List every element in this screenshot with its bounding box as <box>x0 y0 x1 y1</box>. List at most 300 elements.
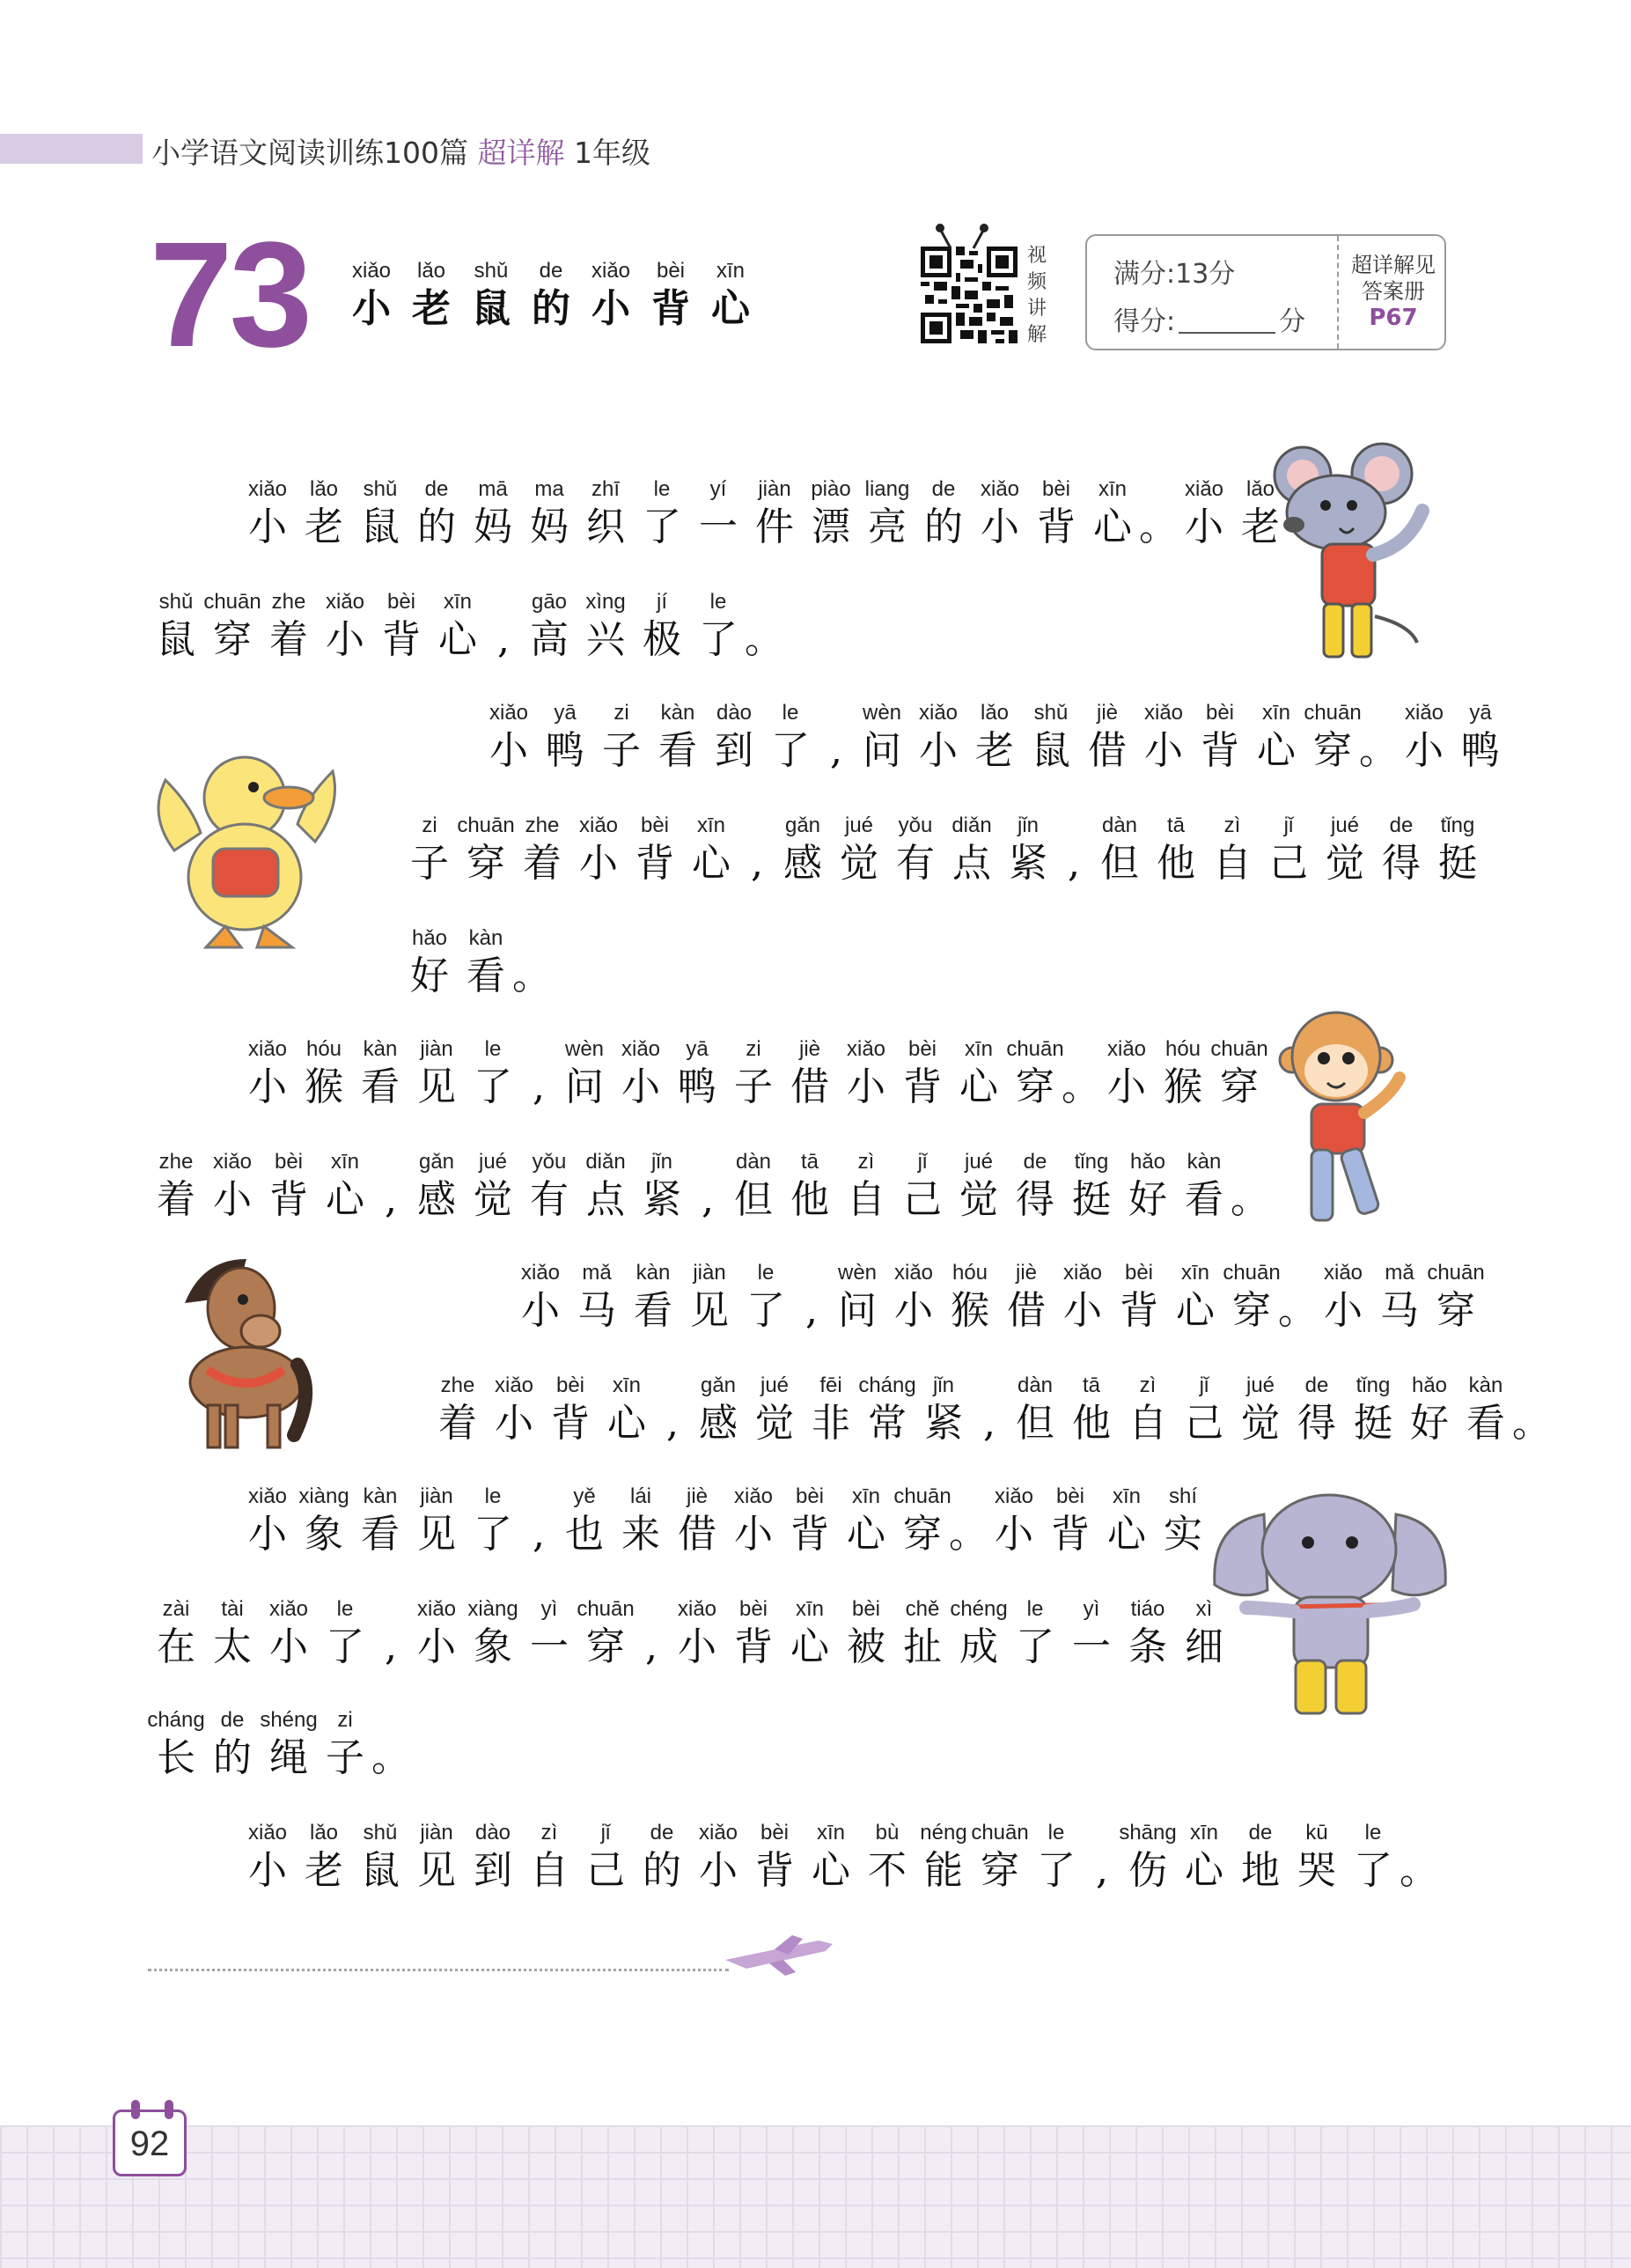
hanzi: 织 <box>586 504 625 549</box>
pinyin: wèn <box>862 701 902 725</box>
hanzi: 老 <box>1241 504 1280 549</box>
pinyin: bèi <box>760 1821 790 1845</box>
pinyin: jiè <box>1096 701 1118 725</box>
char-cell <box>690 588 746 664</box>
pinyin: lái <box>629 1484 651 1508</box>
pinyin: dàn <box>1101 814 1138 837</box>
punctuation-cell <box>521 1035 556 1111</box>
answer-page: P67 <box>1369 305 1418 331</box>
pinyin: xiǎo <box>578 814 619 837</box>
pinyin: ma <box>534 477 564 501</box>
char-cell <box>910 699 966 775</box>
pinyin: le <box>1047 1821 1065 1845</box>
hanzi: 小 <box>981 504 1019 549</box>
char-cell <box>942 1259 998 1335</box>
pinyin: xiǎo <box>489 701 529 725</box>
char-cell <box>803 1819 859 1895</box>
pinyin: jǐ <box>1283 814 1294 837</box>
video-explain-label[interactable] <box>1024 243 1050 349</box>
hanzi: 小 <box>1324 1288 1363 1333</box>
pinyin: xiǎo <box>893 1261 934 1285</box>
punctuation-cell <box>1056 812 1091 887</box>
pinyin: le <box>1364 1821 1382 1845</box>
punctuation-cell <box>739 812 775 887</box>
hanzi: 鼠 <box>157 617 195 662</box>
pinyin: chuān <box>1304 701 1362 725</box>
char-cell <box>1232 1819 1289 1895</box>
pinyin: chuān <box>1006 1037 1064 1061</box>
pinyin: xīn <box>1189 1821 1218 1845</box>
score-divider <box>1337 236 1339 349</box>
char-cell <box>681 1259 738 1335</box>
pinyin: xiǎo <box>247 1037 288 1061</box>
char-cell <box>261 588 317 664</box>
pinyin: jiàn <box>420 1821 453 1845</box>
hanzi: 象 <box>474 1624 512 1669</box>
hanzi: 看 <box>361 1512 400 1557</box>
char-cell <box>352 1819 408 1895</box>
qr-code-icon[interactable] <box>921 247 1018 343</box>
hanzi: 穿 <box>586 1624 625 1669</box>
hanzi: 感 <box>783 841 822 886</box>
punctuation-cell <box>1232 1148 1267 1224</box>
hanzi: 见 <box>417 1064 456 1109</box>
pinyin: wèn <box>564 1037 605 1061</box>
char-cell <box>894 1148 951 1224</box>
pinyin: jiàn <box>693 1261 726 1285</box>
hanzi: 觉 <box>1241 1401 1280 1446</box>
title-char-cell <box>581 257 641 333</box>
char-cell <box>537 699 593 775</box>
pinyin: bèi <box>386 590 416 614</box>
antenna-icon <box>931 222 993 250</box>
punctuation-cell <box>794 1259 829 1335</box>
hanzi: 小 <box>579 841 618 886</box>
title-pinyin: xīn <box>716 259 745 283</box>
char-cell <box>1345 1372 1401 1447</box>
char-cell <box>627 812 683 887</box>
hanzi: 心 <box>607 1401 646 1446</box>
pinyin: zì <box>1139 1373 1157 1397</box>
char-cell <box>317 588 373 664</box>
hanzi: 一 <box>530 1624 569 1669</box>
pinyin: zhe <box>525 814 560 837</box>
punctuation: , <box>533 1512 545 1557</box>
char-cell <box>854 699 910 775</box>
book-tag: 超详解 <box>477 136 565 170</box>
punctuation: 。 <box>1139 504 1178 549</box>
pinyin: zì <box>1223 814 1241 837</box>
pinyin: chuān <box>577 1597 635 1621</box>
pinyin: zì <box>857 1150 875 1174</box>
char-cell <box>401 924 458 1000</box>
hanzi: 小 <box>495 1401 533 1446</box>
hanzi: 背 <box>1120 1288 1158 1333</box>
lesson-title <box>342 257 760 333</box>
hanzi: 的 <box>643 1848 681 1893</box>
pinyin: xiǎo <box>416 1597 457 1621</box>
pinyin: kàn <box>1468 1373 1503 1397</box>
char-cell <box>465 1483 521 1558</box>
punctuation: , <box>533 1064 545 1109</box>
char-cell <box>514 812 570 887</box>
pinyin: xiǎo <box>520 1261 561 1285</box>
pinyin: xīn <box>330 1150 359 1174</box>
char-cell <box>148 1706 204 1782</box>
pinyin: bèi <box>640 814 670 837</box>
pinyin: tǐng <box>1440 814 1475 837</box>
punctuation-cell <box>634 1595 669 1671</box>
char-cell <box>746 1819 803 1895</box>
header-band <box>0 134 143 164</box>
hanzi: 鼠 <box>1032 728 1070 773</box>
hanzi: 好 <box>1128 1177 1167 1222</box>
pinyin: shǔ <box>1033 701 1069 725</box>
hanzi: 细 <box>1185 1624 1223 1669</box>
passage-line <box>239 1819 1436 1895</box>
char-cell <box>408 475 465 551</box>
passage-line <box>401 924 549 1000</box>
hanzi: 一 <box>699 504 738 549</box>
punctuation: 。 <box>1359 728 1398 773</box>
pinyin: jí <box>657 590 667 614</box>
pinyin: hǎo <box>1411 1373 1448 1397</box>
hanzi: 心 <box>1093 504 1132 549</box>
pinyin: xīn <box>1112 1484 1141 1508</box>
hanzi: 一 <box>1072 1624 1111 1669</box>
char-cell <box>148 588 204 664</box>
hanzi: 小 <box>995 1512 1033 1557</box>
punctuation-cell <box>521 1483 556 1558</box>
title-char-cell <box>641 257 701 333</box>
hanzi: 漂 <box>812 504 850 549</box>
pinyin: xiǎo <box>677 1597 717 1621</box>
pinyin: gǎn <box>418 1150 455 1174</box>
char-cell <box>1054 1259 1111 1335</box>
pinyin: zi <box>613 701 629 725</box>
pinyin: xīn <box>964 1037 993 1061</box>
hanzi: 小 <box>248 1512 287 1557</box>
hanzi: 了 <box>474 1512 512 1557</box>
lesson-number: 73 <box>150 211 310 379</box>
hanzi: 了 <box>699 617 738 662</box>
hanzi: 见 <box>417 1512 456 1557</box>
hanzi: 也 <box>565 1512 604 1557</box>
hanzi: 小 <box>699 1848 738 1893</box>
pinyin: shǔ <box>363 1821 398 1845</box>
hanzi: 心 <box>1257 728 1296 773</box>
char-cell <box>401 812 458 887</box>
hanzi: 挺 <box>1438 841 1477 886</box>
pinyin: shéng <box>260 1708 318 1732</box>
hanzi: 紧 <box>924 1401 963 1446</box>
hanzi: 妈 <box>474 504 512 549</box>
hanzi: 地 <box>1241 1848 1280 1893</box>
char-cell <box>894 1035 951 1111</box>
char-cell <box>569 1259 625 1335</box>
pinyin: zi <box>422 814 437 837</box>
char-cell <box>634 475 690 551</box>
passage-line <box>148 1595 1232 1671</box>
char-cell <box>1396 699 1452 775</box>
pinyin: le <box>484 1037 502 1061</box>
hanzi: 小 <box>894 1288 933 1333</box>
hanzi: 来 <box>621 1512 660 1557</box>
hanzi: 鼠 <box>361 504 400 549</box>
hanzi: 觉 <box>755 1401 794 1446</box>
pinyin: jiè <box>798 1037 820 1061</box>
hanzi: 背 <box>790 1512 829 1557</box>
hanzi: 鸭 <box>1461 728 1500 773</box>
pinyin: chuān <box>1223 1261 1281 1285</box>
title-pinyin: shǔ <box>474 259 509 283</box>
hanzi: 子 <box>602 728 641 773</box>
pinyin: jiàn <box>420 1484 453 1508</box>
hanzi: 己 <box>1185 1401 1223 1446</box>
pinyin: jué <box>964 1150 994 1174</box>
title-character: 老 <box>412 286 451 331</box>
pinyin: mǎ <box>582 1261 612 1285</box>
punctuation-cell <box>373 1706 408 1782</box>
hanzi: 猴 <box>1164 1064 1202 1109</box>
hanzi: 得 <box>1382 841 1421 886</box>
char-cell <box>885 1259 942 1335</box>
hanzi: 背 <box>903 1064 942 1109</box>
hanzi: 觉 <box>959 1177 998 1222</box>
score-blank[interactable] <box>1179 332 1275 334</box>
binder-ring <box>131 2100 140 2119</box>
pinyin: xīn <box>612 1373 641 1397</box>
char-cell <box>1079 699 1135 775</box>
char-cell <box>296 1483 352 1558</box>
pinyin: gǎn <box>700 1373 737 1397</box>
hanzi: 好 <box>1410 1401 1449 1446</box>
char-cell <box>1176 1372 1232 1447</box>
char-cell <box>204 588 261 664</box>
hanzi: 长 <box>157 1735 195 1780</box>
pinyin: xiǎo <box>1404 701 1444 725</box>
score-label: 得分: <box>1113 306 1176 337</box>
pinyin: tǐng <box>1355 1373 1391 1397</box>
duckling-illustration <box>148 745 350 956</box>
title-character: 的 <box>532 286 570 331</box>
char-cell <box>239 1035 296 1111</box>
hanzi: 借 <box>678 1512 716 1557</box>
hanzi: 觉 <box>1326 841 1364 886</box>
pinyin: xiǎo <box>268 1597 309 1621</box>
punctuation: , <box>385 1177 397 1222</box>
hanzi: 穿 <box>903 1512 942 1557</box>
pinyin: tài <box>221 1597 244 1621</box>
hanzi: 小 <box>213 1177 252 1222</box>
hanzi: 极 <box>643 617 681 662</box>
hanzi: 穿 <box>1220 1064 1259 1109</box>
pinyin: jué <box>760 1373 790 1397</box>
pinyin: le <box>757 1261 775 1285</box>
char-cell <box>317 1706 373 1782</box>
char-cell <box>1211 1035 1267 1111</box>
punctuation-cell <box>819 699 854 775</box>
hanzi: 心 <box>692 841 731 886</box>
hanzi: 着 <box>157 1177 195 1222</box>
pinyin: yě <box>573 1484 596 1508</box>
hanzi: 心 <box>812 1848 850 1893</box>
char-cell <box>239 475 296 551</box>
footer-grid <box>0 2125 1631 2268</box>
char-cell <box>966 699 1023 775</box>
punctuation: 。 <box>1062 1064 1100 1109</box>
char-cell <box>1120 1595 1176 1671</box>
pinyin: de <box>424 477 449 501</box>
hanzi: 觉 <box>474 1177 512 1222</box>
char-cell <box>408 1148 465 1224</box>
pinyin: chě <box>905 1597 940 1621</box>
pinyin: jǐ <box>600 1821 611 1845</box>
punctuation-cell <box>1514 1372 1549 1447</box>
pinyin: tā <box>1166 814 1185 837</box>
pinyin: jué <box>1245 1373 1275 1397</box>
pinyin: gāo <box>531 590 568 614</box>
char-cell <box>261 1706 317 1782</box>
pinyin: chuān <box>893 1484 951 1508</box>
pinyin: jué <box>478 1150 508 1174</box>
hanzi: 被 <box>847 1624 885 1669</box>
char-cell <box>1084 475 1141 551</box>
passage-line <box>481 699 1509 775</box>
char-cell <box>634 1819 690 1895</box>
pinyin: xiǎo <box>212 1150 253 1174</box>
char-cell <box>1028 1819 1084 1895</box>
pinyin: bèi <box>1055 1484 1085 1508</box>
page-number-badge <box>113 2110 187 2176</box>
hanzi: 自 <box>847 1177 885 1222</box>
hanzi: 心 <box>847 1512 885 1557</box>
pinyin: yǒu <box>898 814 933 837</box>
passage-line <box>239 1483 1211 1558</box>
passage-line <box>401 812 1486 887</box>
pinyin: zài <box>162 1597 190 1621</box>
char-cell <box>746 475 803 551</box>
hanzi: 他 <box>790 1177 829 1222</box>
pinyin: zhe <box>271 590 306 614</box>
hanzi: 背 <box>382 617 421 662</box>
punctuation: , <box>385 1624 397 1669</box>
pinyin: hǎo <box>1129 1150 1166 1174</box>
hanzi: 好 <box>410 954 449 998</box>
pinyin: le <box>1026 1597 1044 1621</box>
char-cell <box>1007 1148 1063 1224</box>
hanzi: 心 <box>1176 1288 1215 1333</box>
video-label-char: 解 <box>1026 324 1047 346</box>
hanzi: 紧 <box>1009 841 1047 886</box>
pinyin: chuān <box>971 1821 1029 1845</box>
char-cell <box>838 1595 894 1671</box>
hanzi: 猴 <box>951 1288 989 1333</box>
pinyin: de <box>1389 814 1414 837</box>
pinyin: zì <box>540 1821 558 1845</box>
passage-line <box>148 588 782 664</box>
char-cell <box>239 1819 296 1895</box>
char-cell <box>430 1372 486 1447</box>
hanzi: 他 <box>1157 841 1195 886</box>
punctuation-cell <box>373 1595 408 1671</box>
char-cell <box>972 475 1028 551</box>
video-label-char: 频 <box>1026 271 1047 293</box>
pinyin: chuān <box>1210 1037 1268 1061</box>
pinyin: piào <box>811 477 851 501</box>
char-cell <box>577 588 634 664</box>
punctuation: , <box>702 1177 714 1222</box>
char-cell <box>690 1819 746 1895</box>
pinyin: xīn <box>1180 1261 1209 1285</box>
hanzi: 穿 <box>981 1848 1019 1893</box>
pony-illustration <box>173 1250 313 1453</box>
book-grade: 1年级 <box>574 136 650 170</box>
pinyin: yā <box>686 1037 709 1061</box>
pinyin: xiǎo <box>247 477 288 501</box>
char-cell <box>1028 475 1084 551</box>
paper-plane-icon <box>722 1933 836 1977</box>
hanzi: 有 <box>530 1177 569 1222</box>
char-cell <box>1289 1819 1345 1895</box>
hanzi: 背 <box>1051 1512 1090 1557</box>
char-cell <box>556 1483 613 1558</box>
book-header <box>151 130 650 172</box>
char-cell <box>859 1372 915 1447</box>
char-cell <box>204 1148 261 1224</box>
char-cell <box>521 1148 577 1224</box>
hanzi: 穿 <box>467 841 505 886</box>
char-cell <box>690 475 746 551</box>
punctuation: , <box>751 841 763 886</box>
char-cell <box>782 1035 838 1111</box>
pinyin: xīn <box>1261 701 1290 725</box>
char-cell <box>512 1259 569 1335</box>
hanzi: 小 <box>919 728 958 773</box>
char-cell <box>599 1372 655 1447</box>
hanzi: 鸭 <box>678 1064 716 1109</box>
char-cell <box>669 1035 725 1111</box>
char-cell <box>204 1706 261 1782</box>
pinyin: jiàn <box>758 477 791 501</box>
pinyin: xiǎo <box>621 1037 661 1061</box>
hanzi: 了 <box>1354 1848 1392 1893</box>
char-cell <box>239 1483 296 1558</box>
pinyin: yì <box>1083 1597 1100 1621</box>
hanzi: 小 <box>1144 728 1183 773</box>
char-cell <box>944 812 1000 887</box>
char-cell <box>261 1148 317 1224</box>
hanzi: 己 <box>586 1848 625 1893</box>
hanzi: 他 <box>1072 1401 1111 1446</box>
pinyin: hǎo <box>411 926 448 950</box>
char-cell <box>1345 1819 1401 1895</box>
char-cell <box>1452 699 1509 775</box>
hanzi: 高 <box>530 617 569 662</box>
pinyin: yā <box>1469 701 1492 725</box>
hanzi: 自 <box>1128 1401 1167 1446</box>
title-char-cell <box>461 257 521 333</box>
pinyin: xiǎo <box>994 1484 1034 1508</box>
pinyin: xiǎo <box>918 701 959 725</box>
pinyin: jǐn <box>650 1150 672 1174</box>
hanzi: 心 <box>438 617 477 662</box>
pinyin: bèi <box>1041 477 1071 501</box>
char-cell <box>1148 812 1204 887</box>
char-cell <box>1317 812 1373 887</box>
pinyin: zi <box>746 1037 761 1061</box>
pinyin: le <box>782 701 799 725</box>
